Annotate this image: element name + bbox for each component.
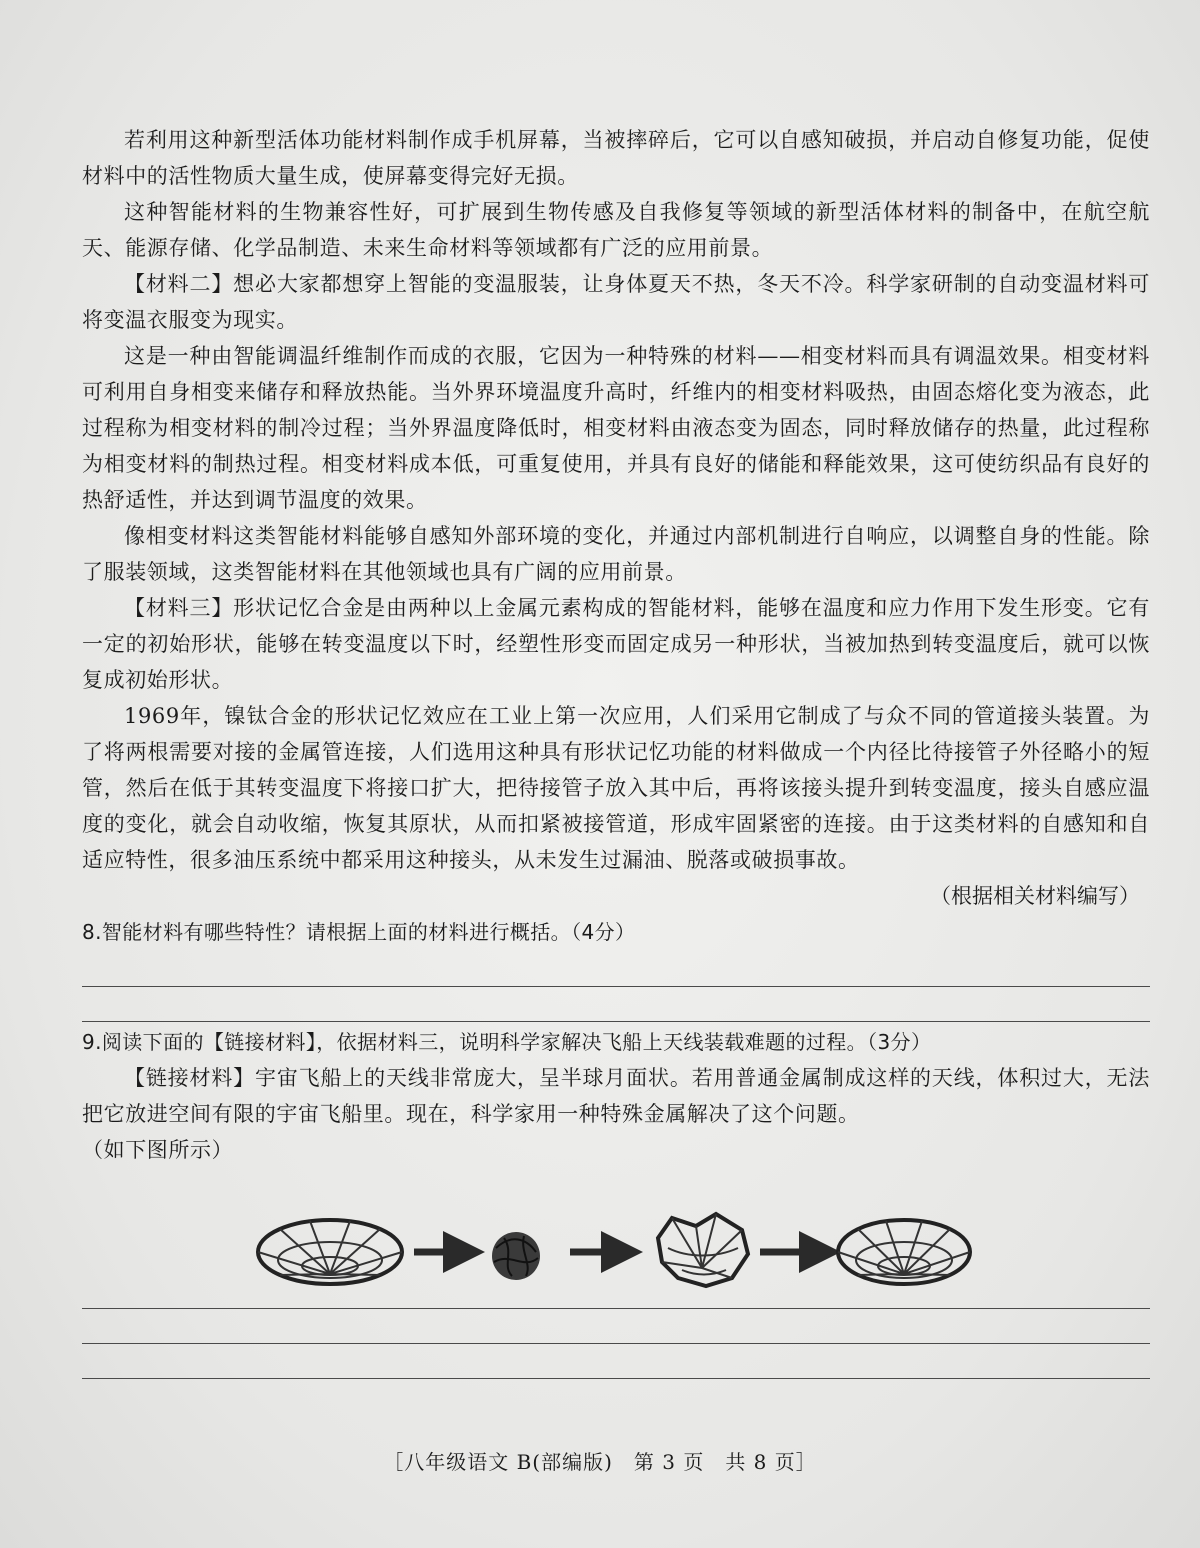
question-8: 8.智能材料有哪些特性？请根据上面的材料进行概括。（4分） <box>82 920 636 944</box>
answer-line[interactable] <box>82 1378 1150 1379</box>
paragraph-2: 这种智能材料的生物兼容性好，可扩展到生物传感及自我修复等领域的新型活体材料的制备中，在航空航天、能源存储、化学品制造、未来生命材料等领域都有广泛的应用前景。 <box>82 200 1150 260</box>
antenna-figure <box>82 1176 1150 1294</box>
link-material: 【链接材料】宇宙飞船上的天线非常庞大，呈半球月面状。若用普通金属制成这样的天线，体积过大，无法把它放进空间有限的宇宙飞船里。现在，科学家用一种特殊金属解决了这个问题。 <box>82 1066 1150 1126</box>
paragraph-material-3: 【材料三】形状记忆合金是由两种以上金属元素构成的智能材料，能够在温度和应力作用下发生形变。它有一定的初始形状，能够在转变温度以下时，经塑性形变而固定成另一种形状，当被加热到转变温度后，就可以恢复成初始形状。 <box>82 596 1150 692</box>
antenna-sequence-illustration <box>82 1176 1150 1294</box>
page-content <box>82 122 1150 1379</box>
paragraph-5: 像相变材料这类智能材料能够自感知外部环境的变化，并通过内部机制进行自响应，以调整自身的性能。除了服装领域，这类智能材料在其他领域也具有广阔的应用前景。 <box>82 524 1150 584</box>
antenna-dish-icon <box>258 1220 402 1284</box>
recovering-antenna-icon <box>658 1214 748 1286</box>
paragraph-7: 1969年，镍钛合金的形状记忆效应在工业上第一次应用，人们采用它制成了与众不同的管道接头装置。为了将两根需要对接的金属管连接，人们选用这种具有形状记忆功能的材料做成一个内径比待接管子外径略小的短管，然后在低于其转变温度下将接口扩大，把待接管子放入其中后，再将该接头提升到转变温度，接头自感应温度的变化，就会自动收缩，恢复其原状，从而扣紧被接管道，形成牢固紧密的连接。由于这类材料的自感知和自适应特性，很多油压系统中都采用这种接头，从未发生过漏油、脱落或破损事故。 <box>82 704 1150 872</box>
answer-line[interactable] <box>82 1021 1150 1022</box>
antenna-dish-icon <box>838 1220 970 1284</box>
figure-caption: （如下图所示） <box>82 1138 234 1162</box>
crumpled-antenna-icon <box>492 1232 540 1280</box>
question-9: 9.阅读下面的【链接材料】，依据材料三，说明科学家解决飞船上天线装载难题的过程。（3分） <box>82 1030 932 1054</box>
paragraph-1: 若利用这种新型活体功能材料制作成手机屏幕，当被摔碎后，它可以自感知破损，并启动自修复功能，促使材料中的活性物质大量生成，使屏幕变得完好无损。 <box>82 128 1150 188</box>
paragraph-material-2: 【材料二】想必大家都想穿上智能的变温服装，让身体夏天不热，冬天不冷。科学家研制的自动变温材料可将变温衣服变为现实。 <box>82 272 1150 332</box>
source-note: （根据相关材料编写） <box>930 884 1140 908</box>
paragraph-4: 这是一种由智能调温纤维制作而成的衣服，它因为一种特殊的材料——相变材料而具有调温效果。相变材料可利用自身相变来储存和释放热能。当外界环境温度升高时，纤维内的相变材料吸热，由固态熔化变为液态，此过程称为相变材料的制冷过程；当外界温度降低时，相变材料由液态变为固态，同时释放储存的热量，此过程称为相变材料的制热过程。相变材料成本低，可重复使用，并具有良好的储能和释能效果，这可使纺织品有良好的热舒适性，并达到调节温度的效果。 <box>82 344 1150 512</box>
page-footer: ［八年级语文 B(部编版) 第 3 页 共 8 页］ <box>383 1450 817 1474</box>
